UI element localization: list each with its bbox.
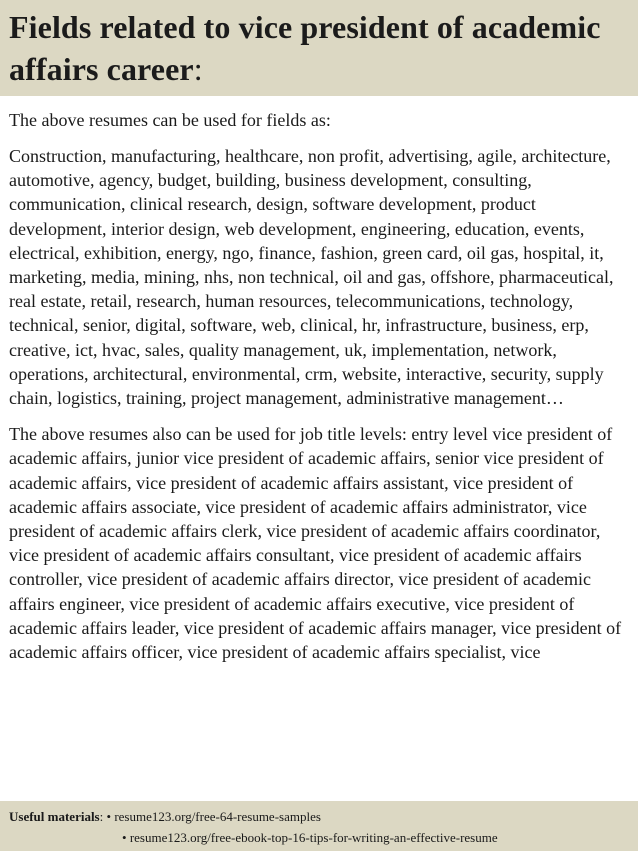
page-title	[9, 6, 628, 90]
useful-materials-label: Useful materials	[9, 809, 100, 824]
main-content	[9, 108, 634, 676]
label-separator: :	[99, 809, 107, 824]
bullet-icon: •	[122, 830, 127, 845]
intro-text: The above resumes can be used for fields as:	[9, 110, 331, 130]
fields-list: Construction, manufacturing, healthcare, non profit, advertising, agile, architecture, automotive, agency, budget, building, business development, consulting, communication, clinical research, design, software development, product development, interior design, web development, engineering, education, events, electrical, exhibition, energy, ngo, finance, fashion, green card, oil gas, hospital, it, marketing, media, mining, nhs, non technical, oil and gas, offshore, pharmaceutical, real estate, retail, research, human resources, telecommunications, technology, technical, senior, digital, software, web, clinical, hr, infrastructure, business, erp, creative, ict, hvac, sales, quality management, uk, implementation, network, operations, architectural, environmental, crm, website, interactive, security, supply chain, logistics, training, project management, administrative management…	[9, 146, 614, 409]
footer-row-2	[9, 827, 638, 848]
title-banner	[0, 0, 638, 96]
ebook-tips-link[interactable]: resume123.org/free-ebook-top-16-tips-for-writing-an-effective-resume	[129, 830, 498, 845]
bullet-icon: •	[106, 809, 112, 824]
resume-samples-link[interactable]: resume123.org/free-64-resume-samples	[114, 809, 321, 824]
footer-row-1	[9, 806, 638, 827]
useful-materials-footer	[0, 801, 638, 851]
page-title-colon: :	[193, 51, 203, 87]
job-levels-text: The above resumes also can be used for job title levels: entry level vice president of academic affairs, junior vice president of academic affairs, senior vice president of academic affairs, vice president of academic affairs assistant, vice president of academic affairs associate, vice president of academic affairs administrator, vice president of academic affairs clerk, vice president of academic affairs coordinator, vice president of academic affairs consultant, vice president of academic affairs controller, vice president of academic affairs director, vice president of academic affairs engineer, vice president of academic affairs executive, vice president of academic affairs leader, vice president of academic affairs manager, vice president of academic affairs officer, vice president of academic affairs specialist, vice	[9, 424, 622, 663]
page-title-text: Fields related to vice president of academic affairs career	[9, 9, 601, 87]
